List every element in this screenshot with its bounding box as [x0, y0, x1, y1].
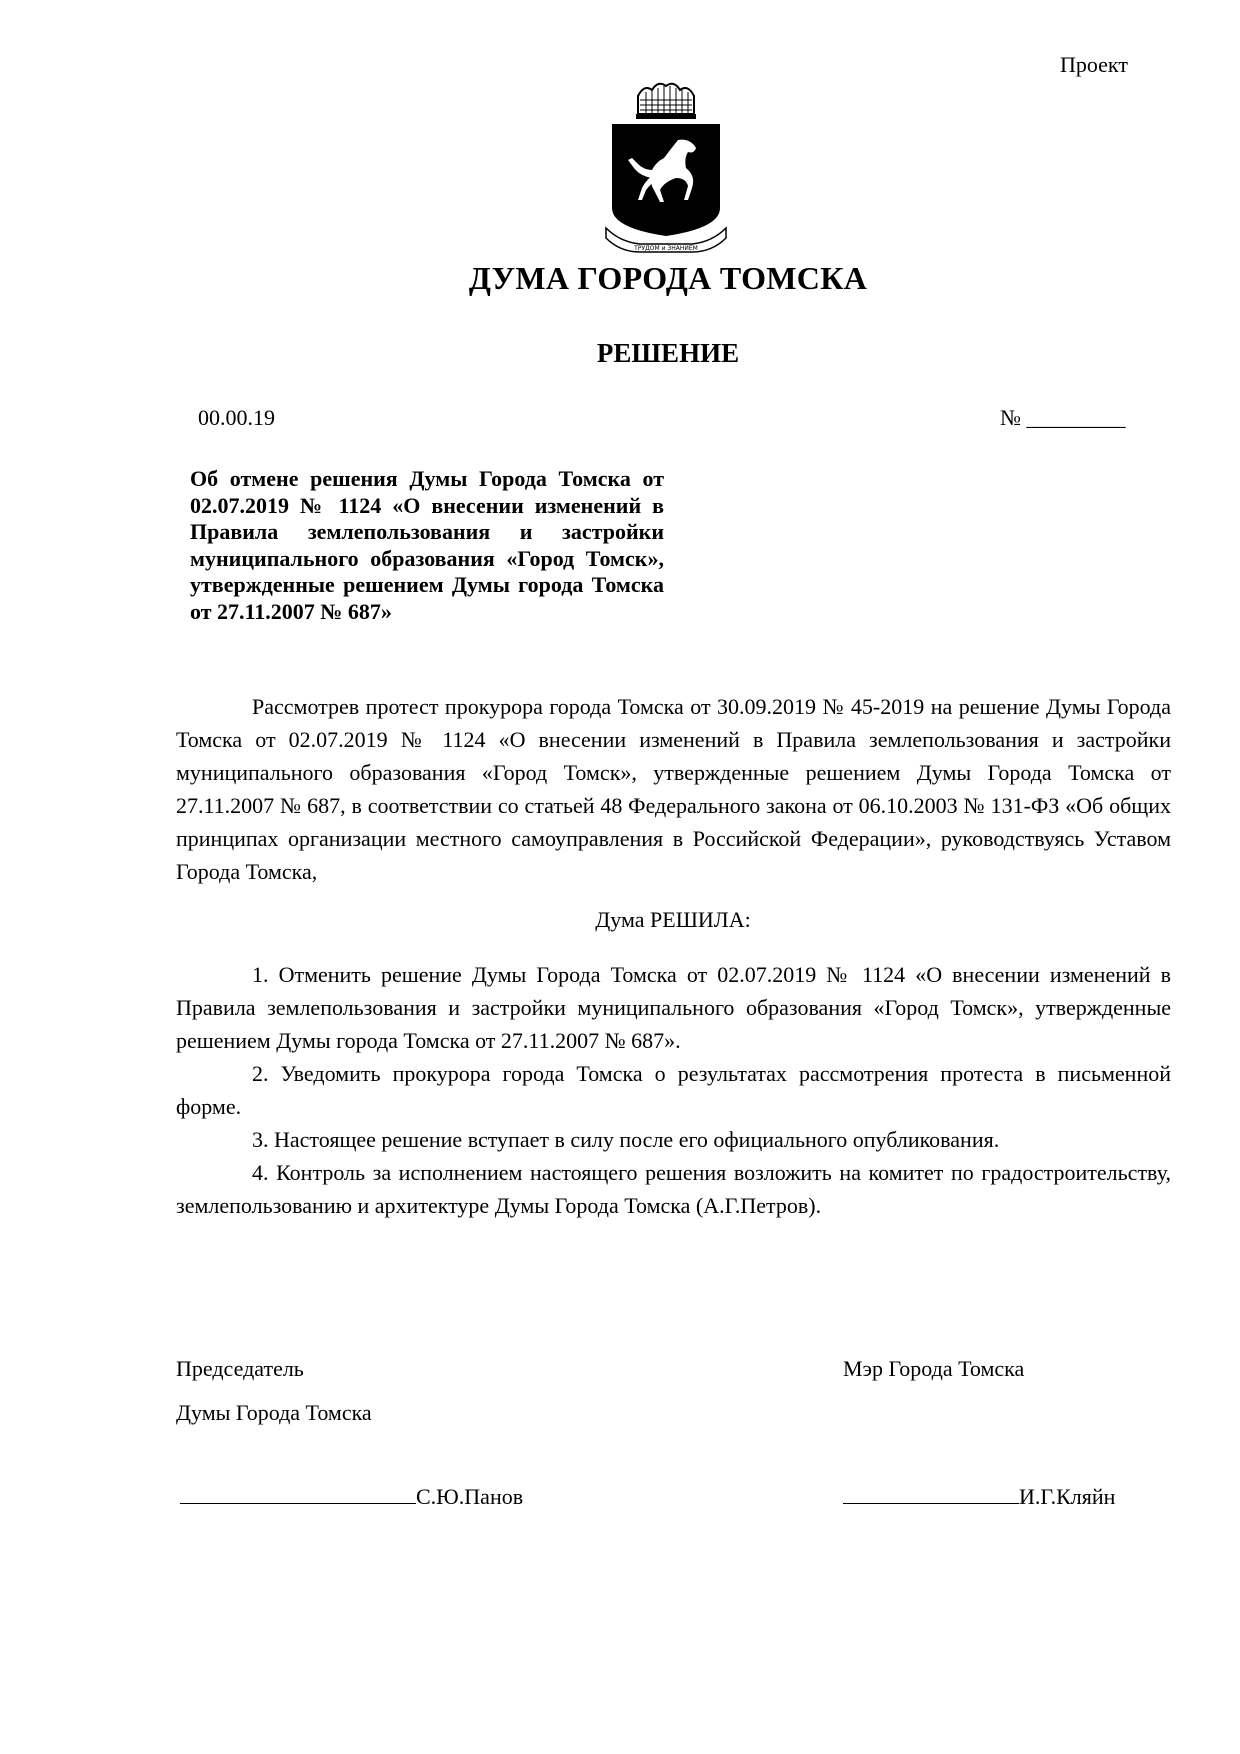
organization-title: ДУМА ГОРОДА ТОМСКА — [468, 260, 868, 296]
resolution-item-2: 2. Уведомить прокурора города Томска о результатах рассмотрения протеста в письменной форме. — [176, 1061, 1171, 1119]
chairman-title-line1: Председатель — [176, 1356, 304, 1381]
draft-label: Проект — [1060, 52, 1128, 77]
tomsk-coat-of-arms-emblem — [600, 78, 732, 254]
mayor-signature-block — [843, 1483, 1115, 1510]
resolution-item-1: 1. Отменить решение Думы Города Томска от 02.07.2019 № 1124 «О внесении изменений в Правила землепользования и застройки муниципального образования «Город Томск», утвержденные решением Думы города Томска от 27.11.2007 № 687». — [176, 962, 1171, 1053]
mayor-name: И.Г.Кляйн — [1019, 1484, 1116, 1509]
resolution-item-4: 4. Контроль за исполнением настоящего решения возложить на комитет по градостроительству, землепользованию и архитектуре Думы Города Томска (А.Г.Петров). — [176, 1160, 1171, 1218]
chairman-signature-block — [180, 1483, 523, 1510]
document-type-title: РЕШЕНИЕ — [596, 338, 740, 368]
mayor-signature-line — [843, 1483, 1019, 1504]
document-subject: Об отмене решения Думы Города Томска от 02.07.2019 № 1124 «О внесении изменений в Правила землепользования и застройки муниципального образования «Город Томск», утвержденные решением Думы города Томска от 27.11.2007 № 687» — [190, 466, 664, 624]
chairman-name: С.Ю.Панов — [416, 1484, 524, 1509]
mayor-title: Мэр Города Томска — [843, 1356, 1025, 1381]
chairman-title-line2: Думы Города Томска — [176, 1400, 372, 1425]
preamble-paragraph: Рассмотрев протест прокурора города Томска от 30.09.2019 № 45-2019 на решение Думы Города Томска от 02.07.2019 № 1124 «О внесении изменений в Правила землепользования и застройки муниципального образования «Город Томск», утвержденные решением Думы Города Томска от 27.11.2007 № 687, в соответствии со статьей 48 Федерального закона от 06.10.2003 № 131-ФЗ «Об общих принципах организации местного самоуправления в Российской Федерации», руководствуясь Уставом Города Томска, — [176, 694, 1171, 884]
crown — [636, 84, 696, 119]
resolved-heading: Дума РЕШИЛА: — [595, 907, 751, 932]
chairman-signature-line — [180, 1483, 416, 1504]
resolution-item-3: 3. Настоящее решение вступает в силу после его официального опубликования. — [252, 1127, 1000, 1152]
document-date: 00.00.19 — [198, 405, 275, 430]
document-number: № _________ — [1000, 405, 1126, 430]
motto-text: ТРУДОМ и ЗНАНИЕМ — [634, 245, 698, 252]
